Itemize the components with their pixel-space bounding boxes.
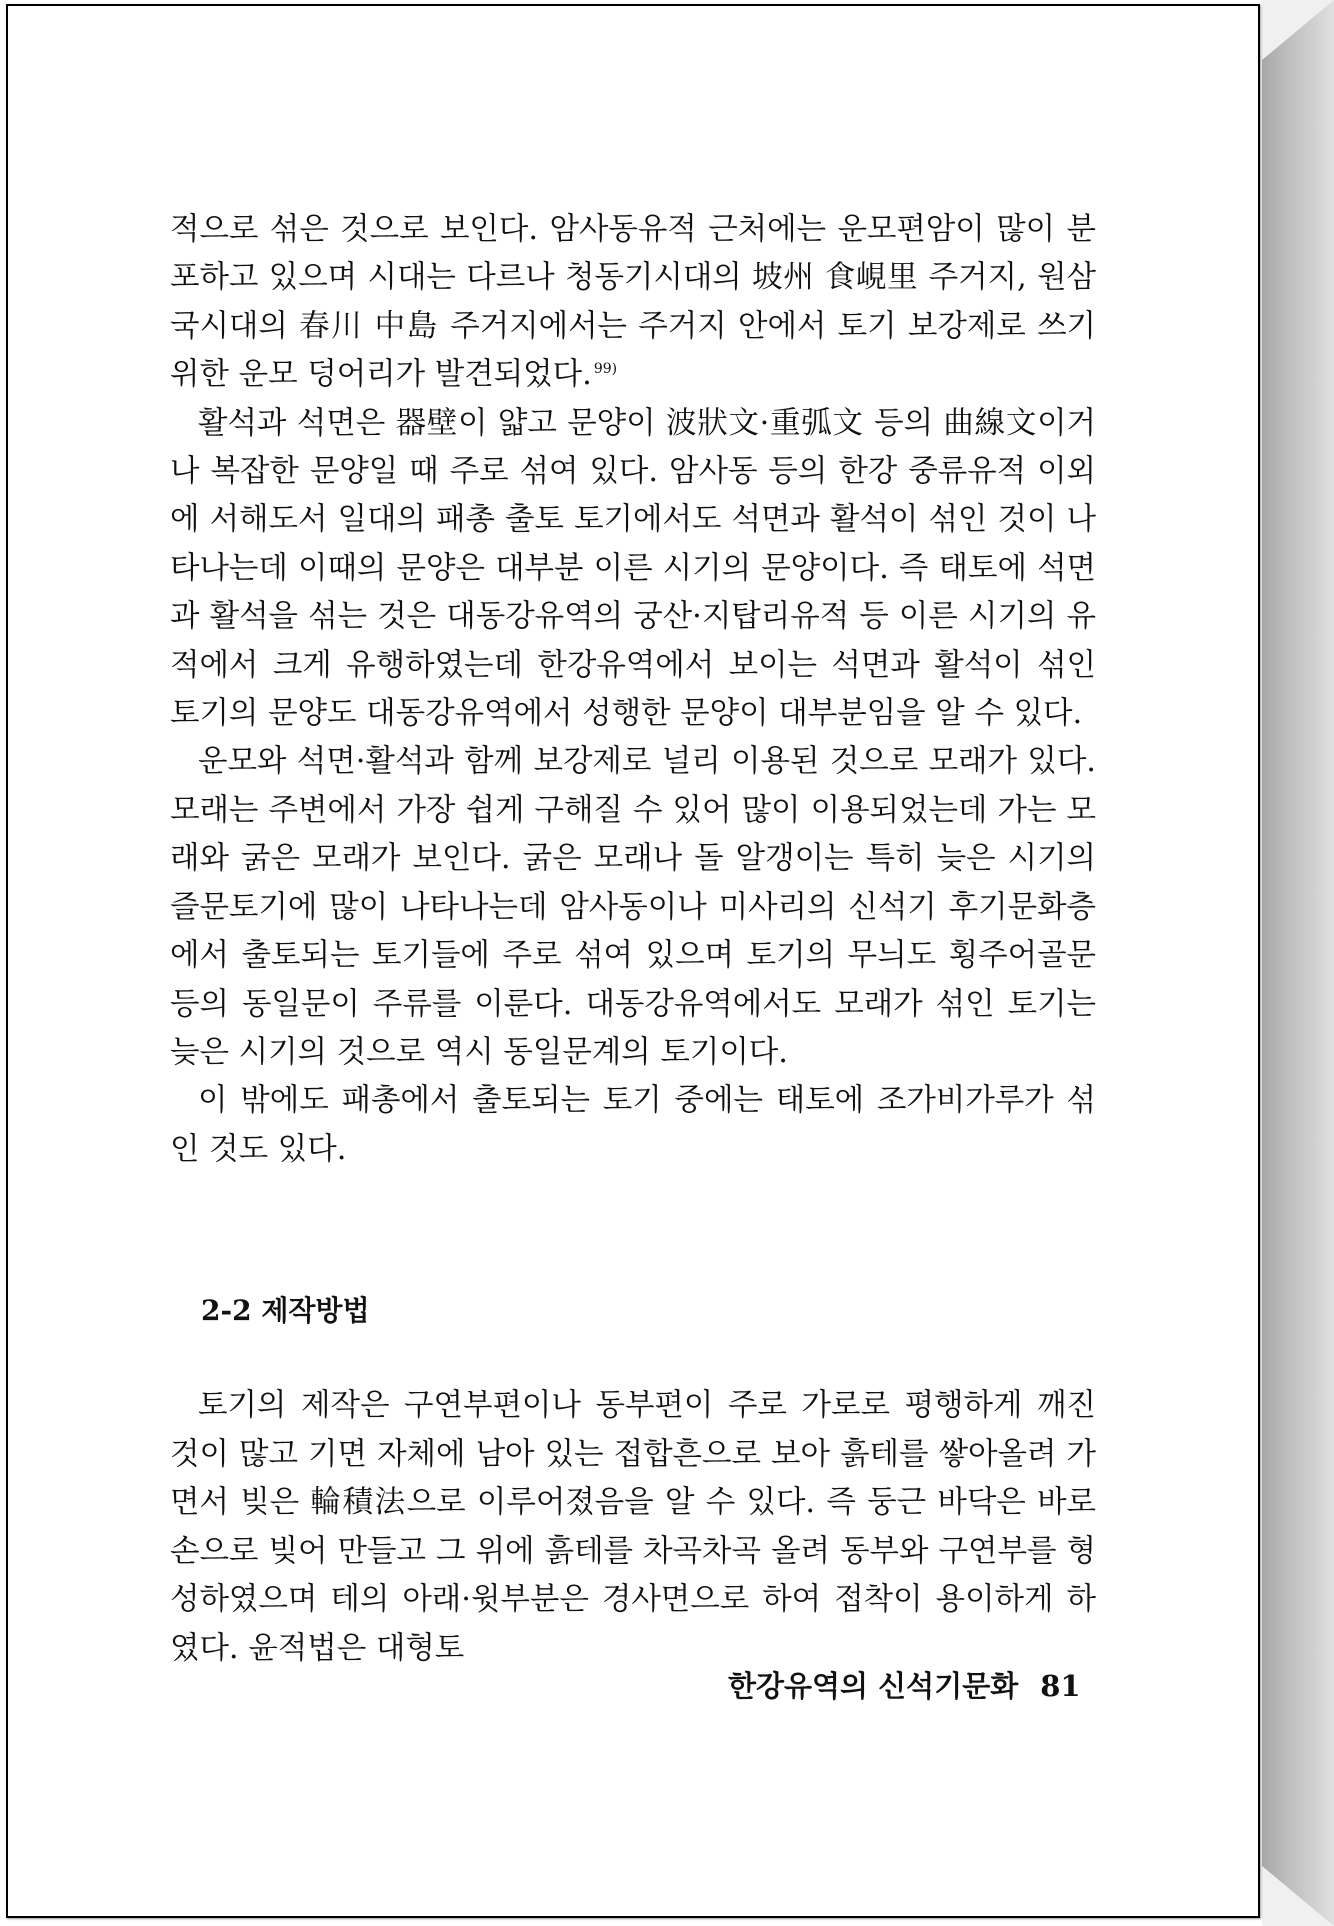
page-footer (728, 1664, 1081, 1705)
page-stack-corner-top (1262, 0, 1334, 60)
book-page (6, 4, 1260, 1918)
paragraph (170, 206, 1096, 400)
body-text (170, 206, 1096, 1174)
page-number: 81 (1040, 1669, 1081, 1703)
section-text (170, 1382, 1096, 1674)
footnote-marker: 99) (593, 361, 618, 378)
section-heading: 2-2 제작방법 (201, 1294, 370, 1327)
page-stack-edge (1262, 0, 1334, 1926)
paragraph (170, 1077, 1096, 1174)
paragraph (170, 738, 1096, 1077)
paragraph-text: 이 밖에도 패총에서 출토되는 토기 중에는 태토에 조가비가루가 섞인 것도 있다. (170, 1083, 1096, 1167)
page-stack-corner-bottom (1262, 1866, 1334, 1926)
paragraph (170, 400, 1096, 739)
paragraph-text: 활석과 석면은 器壁이 얇고 문양이 波狀文·重弧文 등의 曲線文이거나 복잡한 문양일 때 주로 섞여 있다. 암사동 등의 한강 중류유적 이외에 서해도서 일대의 패총 출토 토기에서도 석면과 활석이 섞인 것이 나타나는데 이때의 문양은 대부분 이른 시기의 문양이다. 즉 태토에 석면과 활석을 섞는 것은 대동강유역의 궁산·지탑리유적 등 이른 시기의 유적에서 크게 유행하였는데 한강유역에서 보이는 석면과 활석이 섞인 토기의 문양도 대동강유역에서 성행한 문양이 대부분임을 알 수 있다. (170, 405, 1096, 732)
paragraph-text: 토기의 제작은 구연부편이나 동부편이 주로 가로로 평행하게 깨진 것이 많고 기면 자체에 남아 있는 접합흔으로 보아 흙테를 쌓아올려 가면서 빚은 輪積法으로 이루어졌음을 알 수 있다. 즉 둥근 바닥은 바로 손으로 빚어 만들고 그 위에 흙테를 차곡차곡 올려 동부와 구연부를 형성하였으며 테의 아래·윗부분은 경사면으로 하여 접착이 용이하게 하였다. 윤적법은 대형토 (170, 1388, 1096, 1666)
running-title: 한강유역의 신석기문화 (728, 1669, 1019, 1703)
paragraph (170, 1382, 1096, 1674)
paragraph-text: 운모와 석면·활석과 함께 보강제로 널리 이용된 것으로 모래가 있다. 모래는 주변에서 가장 쉽게 구해질 수 있어 많이 이용되었는데 가는 모래와 굵은 모래가 보인다. 굵은 모래나 돌 알갱이는 특히 늦은 시기의 즐문토기에 많이 나타나는데 암사동이나 미사리의 신석기 후기문화층에서 출토되는 토기들에 주로 섞여 있으며 토기의 무늬도 횡주어골문 등의 동일문이 주류를 이룬다. 대동강유역에서도 모래가 섞인 토기는 늦은 시기의 것으로 역시 동일문계의 토기이다. (170, 744, 1096, 1070)
paragraph-text: 적으로 섞은 것으로 보인다. 암사동유적 근처에는 운모편암이 많이 분포하고 있으며 시대는 다르나 청동기시대의 坡州 食峴里 주거지, 원삼국시대의 春川 中島 주거지에서는 주거지 안에서 토기 보강제로 쓰기 위한 운모 덩어리가 발견되었다. (170, 212, 1096, 393)
